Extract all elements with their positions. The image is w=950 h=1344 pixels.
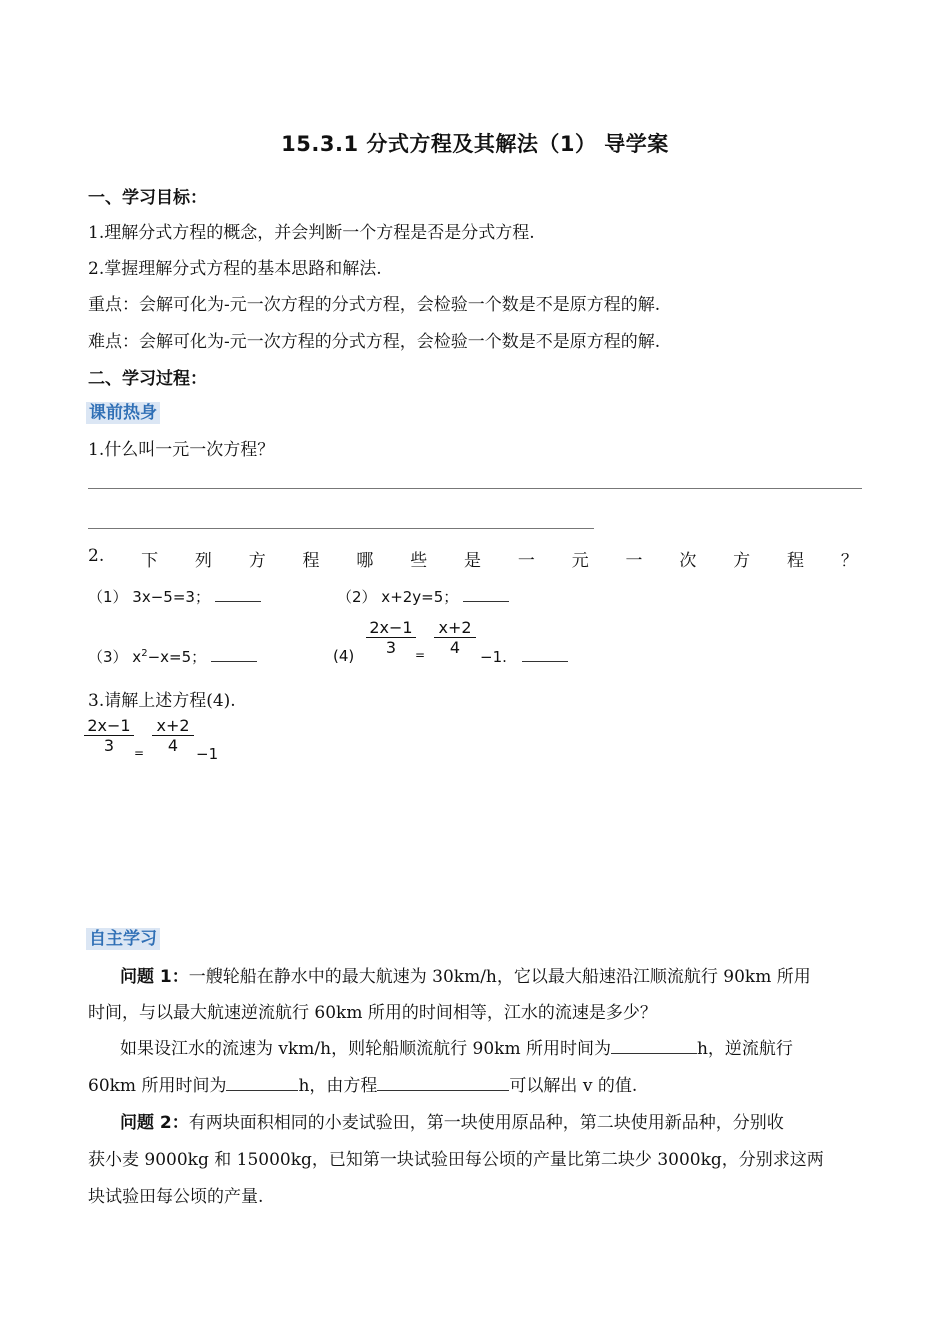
q3-left-numerator: 2x−1 <box>84 716 134 736</box>
question-2-char: 元 <box>571 551 589 571</box>
answer-blank-3[interactable] <box>211 660 257 662</box>
q3-tail: −1 <box>196 745 219 763</box>
warmup-tag-label: 课前热身 <box>86 402 160 424</box>
problem-1-text-1: 一艘轮船在静水中的最大航速为 30km/h，它以最大船速沿江顺流航行 90km 所用 <box>188 967 811 987</box>
question-2-char: 一 <box>625 551 643 571</box>
warmup-tag <box>86 398 160 423</box>
answer-line-1 <box>88 488 862 489</box>
page-title: 15.3.1 分式方程及其解法（1） 导学案 <box>281 132 669 156</box>
problem-2-label: 问题 2： <box>120 1113 189 1133</box>
warmup-question-1: 1.什么叫一元一次方程？ <box>88 440 275 460</box>
answer-blank-equation[interactable] <box>377 1089 509 1091</box>
q3-equals: = <box>134 746 145 760</box>
answer-blank-4[interactable] <box>522 660 568 662</box>
q3-left-fraction <box>84 716 134 755</box>
goals-heading: 一、学习目标： <box>88 188 207 208</box>
problem-1-text-4c: 可以解出 v 的值. <box>509 1076 638 1096</box>
equation-4-label: (4) <box>333 647 355 665</box>
problem-1-line-3 <box>120 1034 793 1059</box>
process-heading: 二、学习过程： <box>88 369 207 389</box>
goal-1: 1.理解分式方程的概念，并会判断一个方程是否是分式方程. <box>88 223 535 243</box>
equation-4-tail <box>480 648 568 666</box>
equation-2-text: （2） x+2y=5； <box>337 588 459 606</box>
left-fraction-numerator: 2x−1 <box>366 618 416 638</box>
answer-line-2 <box>88 528 594 529</box>
q3-left-denominator: 3 <box>103 736 115 755</box>
problem-1-line-4 <box>88 1071 637 1096</box>
equation-3-exponent: 2 <box>141 648 148 659</box>
right-fraction-denominator: 4 <box>449 638 461 657</box>
left-fraction-denominator: 3 <box>385 638 397 657</box>
problem-1-line-2: 时间，与以最大航速逆流航行 60km 所用的时间相等，江水的流速是多少？ <box>88 1003 657 1023</box>
equation-4-right-fraction <box>434 618 476 657</box>
equation-1 <box>88 586 261 607</box>
q3-right-fraction <box>152 716 194 755</box>
equation-3-post: −x=5； <box>147 648 207 666</box>
equation-3 <box>88 646 257 667</box>
equation-4-left-fraction <box>366 618 416 657</box>
q3-right-denominator: 4 <box>167 736 179 755</box>
question-2-char: 些 <box>410 551 428 571</box>
question-2-char: 是 <box>464 551 482 571</box>
question-2-char: 方 <box>248 551 266 571</box>
equation-2 <box>337 586 509 607</box>
self-study-tag <box>86 924 160 949</box>
problem-1-text-3b: h，逆流航行 <box>696 1039 793 1059</box>
self-study-tag-label: 自主学习 <box>86 928 160 950</box>
problem-2-text-1: 有两块面积相同的小麦试验田，第一块使用原品种，第二块使用新品种，分别收 <box>188 1113 784 1133</box>
problem-2-line-1 <box>120 1108 784 1133</box>
equation-4-tail-text: −1. <box>480 648 507 666</box>
problem-1-text-4b: h，由方程 <box>298 1076 378 1096</box>
key-point: 重点：会解可化为-元一次方程的分式方程，会检验一个数是不是原方程的解. <box>88 295 661 315</box>
question-2-char: 程 <box>302 551 320 571</box>
problem-1-line-1 <box>120 962 811 987</box>
equation-4-equals: = <box>415 648 426 662</box>
answer-blank-downstream-time[interactable] <box>611 1052 697 1054</box>
problem-2-line-3: 块试验田每公顷的产量. <box>88 1187 264 1207</box>
equation-3-pre: （3） x <box>88 648 142 666</box>
question-2-char: 2. <box>88 546 105 566</box>
answer-blank-1[interactable] <box>215 600 261 602</box>
warmup-question-2 <box>88 546 858 571</box>
question-2-char: 一 <box>517 551 535 571</box>
answer-blank-upstream-time[interactable] <box>226 1089 298 1091</box>
question-2-char: 哪 <box>356 551 374 571</box>
question-2-char: 下 <box>141 551 159 571</box>
question-2-char: 程 <box>787 551 804 571</box>
equation-1-text: （1） 3x−5=3； <box>88 588 210 606</box>
difficult-point: 难点：会解可化为-元一次方程的分式方程，会检验一个数是不是原方程的解. <box>88 332 661 352</box>
problem-1-text-3a: 如果设江水的流速为 vkm/h，则轮船顺流航行 90km 所用时间为 <box>120 1039 611 1059</box>
warmup-question-3: 3.请解上述方程(4). <box>88 691 236 711</box>
question-2-char: 次 <box>679 551 697 571</box>
goal-2: 2.掌握理解分式方程的基本思路和解法. <box>88 259 382 279</box>
question-2-char: 列 <box>194 551 212 571</box>
question-2-char: ？ <box>840 551 858 571</box>
problem-1-text-4a: 60km 所用时间为 <box>88 1076 227 1096</box>
answer-blank-2[interactable] <box>463 600 509 602</box>
question-2-char: 方 <box>733 551 751 571</box>
problem-1-label: 问题 1： <box>120 967 189 987</box>
right-fraction-numerator: x+2 <box>434 618 476 638</box>
problem-2-line-2: 获小麦 9000kg 和 15000kg，已知第一块试验田每公顷的产量比第二块少 3000kg，分别求这两 <box>88 1150 824 1170</box>
q3-right-numerator: x+2 <box>152 716 194 736</box>
